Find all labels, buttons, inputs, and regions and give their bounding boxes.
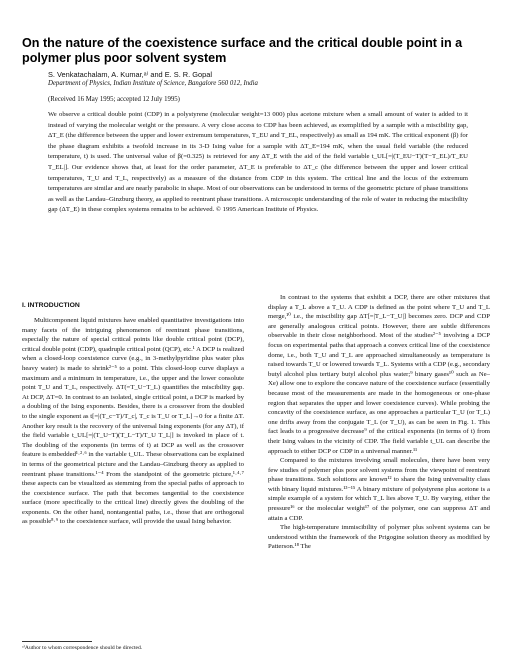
received-dates: (Received 16 May 1995; accepted 12 July 1995) <box>48 96 180 103</box>
paragraph: In contrast to the systems that exhibit a DCP, there are other mixtures that display a T_L above a T_U. A CDP is defined as the point where T_U and T_L merge,¹⁰ i.e., the miscibility gap ΔT[=|T_L−T_U|] becomes zero. DCP and CDP are generally analogous critical points. However, there are subtle differences observable in their close neighborhood. Most of the studies²⁻⁵ involving a DCP focus on experimental paths that approach a convex critical line of the coexistence dome, i.e., both T_U and T_L are approached simultaneously as temperature is raised towards T_U or lowered towards T_L. Systems with a CDP (e.g., secondary butyl alcohol plus tertiary butyl alcohol plus water;⁹ binary gases¹⁰ such as Ne–Xe) allow one to explore the concave nature of the coexistence surface (essentially because most of the measurements are made in the homogeneous or one-phase region that separates the upper and lower coexistence curves). While probing the concavity of the coexistence surface, as one approaches a particular T_U (or T_L) one drifts away from the conjugate T_L (or T_U), as can be seen in Fig. 1. This fact leads to a progressive decrease⁹ of the critical exponents (in terms of t) from their Ising values in the vicinity of CDP. The field variable t_UL can describe the approach to either DCP or CDP in a universal manner.¹¹ <box>268 294 490 455</box>
paragraph: The high-temperature immiscibility of polymer plus solvent systems can be understood within the framework of the Prigogine solution theory as modified by Patterson.¹⁸ The <box>268 524 490 551</box>
paragraph: Compared to the mixtures involving small molecules, there have been very few studies of polymer plus poor solvent systems from the viewpoint of reentrant phase transitions. Such solutions are known¹² to share the Ising universality class with binary liquid mixtures.¹³⁻¹⁵ A binary mixture of polystyrene plus acetone is a simple example of a system for which T_L lies above T_U. By varying, either the pressure¹⁶ or the molecular weight¹⁷ of the polymer, one can suppress ΔT and attain a CDP. <box>268 457 490 522</box>
paper-title: On the nature of the coexistence surface and the critical double point in a polymer plus poor solvent system <box>22 36 463 65</box>
footnote-rule <box>22 641 92 642</box>
affiliation: Department of Physics, Indian Institute of Science, Bangalore 560 012, India <box>48 80 258 87</box>
abstract: We observe a critical double point (CDP) in a polystyrene (molecular weight=13 000) plus acetone mixture when a small amount of water is added to it instead of varying the molecular weight or the pressure. A very close access to CDP has been achieved, as exemplified by a sample with a miscibility gap, ΔT_E (the difference between the upper and lower extremum temperatures, T_EU and T_EL, respectively) as small as 194 mK. The critical exponent (β) for the phase diagram exhibits a twofold increase in its 3-D Ising value for a sample with ΔT_E=194 mK, when the usual field variable (the reduced temperature, t) is used. The universal value of β(=0.325) is retrieved for any ΔT_E with the aid of the field variable t_UL[=|(T_EU−T)(T−T_EL)/T_EU T_EL|]. Our evidence shows that, at least for the order parameter, ΔT_E is preferable to ΔT_c (the difference between the upper and lower critical temperatures, T_U and T_L, respectively) as a measure of the distance from CDP in this system. The critical line and the locus of the extremum temperatures are similar and are nearly parabolic in shape. Most of our observations can be understood in terms of the geometric picture of phase transitions as well as the Landau–Ginzburg theory, as applied to reentrant phase transitions. A microscopic understanding of the role of water in reducing the miscibility gap (ΔT_E) in these complex systems remains to be achieved. © 1995 American Institute of Physics. <box>48 111 468 214</box>
paragraph: Multicomponent liquid mixtures have enabled quantitative investigations into many facets of the intriguing phenomenon of reentrant phase transitions, especially the nature of special critical points like double critical point (DCP), critical double point (CDP), quadruple critical point (QCP), etc.¹ A DCP is realized when a closed-loop coexistence curve (e.g., in 3-methylpyridine plus water plus heavy water) is made to shrink²⁻⁵ to a point. This closed-loop curve displays a maximum and a minimum in temperature, i.e., the upper and the lower consolute point T_U and T_L, respectively. ΔT(=T_U−T_L) quantifies the miscibility gap. At DCP, ΔT=0. In contrast to an isolated, single critical point, a DCP is marked by a doubling of the Ising exponents. Besides, there is a crossover from the doubled to the single exponent as t[=|(T_c−T)/T_c|, T_c is T_U or T_L]→0 for a finite ΔT. Another key result is the recovery of the universal Ising exponents (for any ΔT), if the field variable t_UL[=|(T_U−T)(T_L−T)/T_U T_L|] is invoked in place of t. The doubling of the exponents (in terms of t) at DCP as well as the crossover feature is embedded¹·²·⁶ in the variable t_UL. These observations can be explained in terms of the geometrical picture and the Landau–Ginzburg theory as applied to reentrant phase transitions.¹⁻⁴ From the standpoint of the geometric picture,¹·⁴·⁷ these aspects can be visualized as stemming from the special paths of approach to the coexistence surface. The path that becomes tangential to the coexistence surface (more specifically to the critical line) directly gives the doubling of the exponents. On the other hand, nontangential paths, i.e., those that are orthogonal as possible⁸·⁹ to the coexistence surface, will provide the usual Ising behavior. <box>22 317 244 526</box>
left-column <box>22 316 244 527</box>
right-column <box>268 293 490 552</box>
footnote: ᵃ⁾Author to whom correspondence should be directed. <box>22 645 143 651</box>
author-list: S. Venkatachalam, A. Kumar,ᵃ⁾ and E. S. R. Gopal <box>48 70 212 79</box>
section-heading: I. INTRODUCTION <box>22 302 80 309</box>
